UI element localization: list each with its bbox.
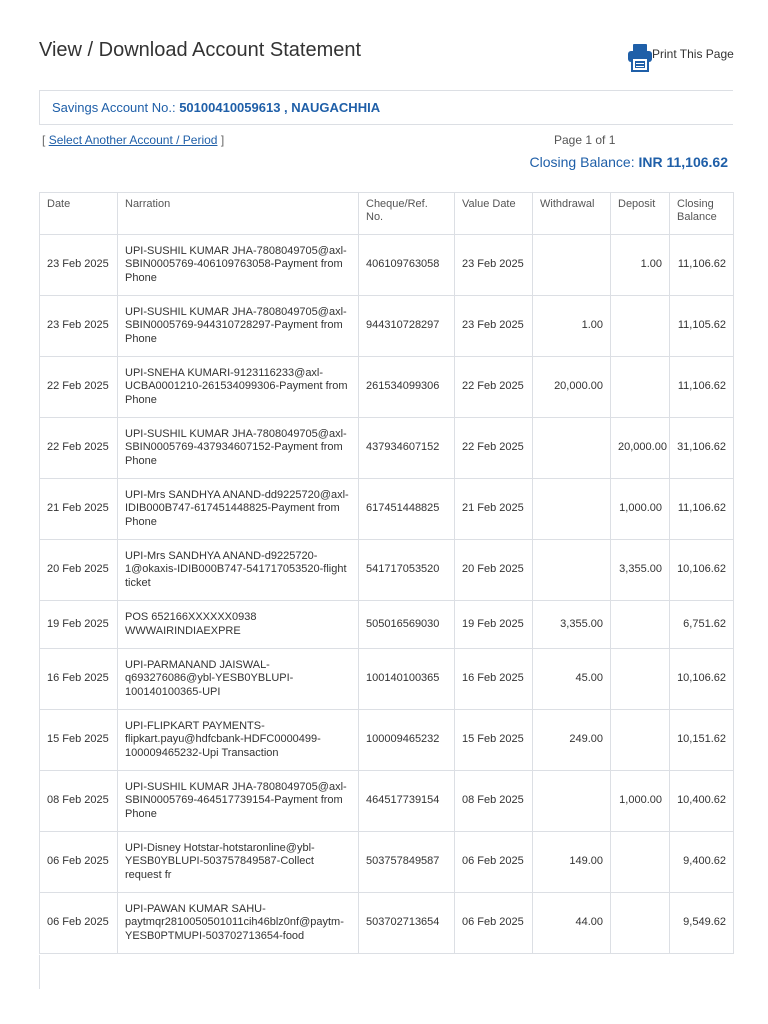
narration-cell: UPI-PARMANAND JAISWAL-q693276086@ybl-YESB0YBLUPI-100140100365-UPI xyxy=(118,649,359,710)
col-value-date: Value Date xyxy=(455,193,533,235)
date-cell: 23 Feb 2025 xyxy=(40,235,118,296)
narration-cell: UPI-SUSHIL KUMAR JHA-7808049705@axl-SBIN0005769-437934607152-Payment from Phone xyxy=(118,418,359,479)
closing-balance xyxy=(530,154,728,170)
date-cell: 21 Feb 2025 xyxy=(40,479,118,540)
withdrawal-cell: 1.00 xyxy=(533,296,611,357)
closing-balance-cell: 9,400.62 xyxy=(670,832,734,893)
date-cell: 23 Feb 2025 xyxy=(40,296,118,357)
col-date: Date xyxy=(40,193,118,235)
deposit-cell: 1,000.00 xyxy=(611,479,670,540)
narration-cell: UPI-SNEHA KUMARI-9123116233@axl-UCBA0001210-261534099306-Payment from Phone xyxy=(118,357,359,418)
statement-table xyxy=(39,192,734,954)
withdrawal-cell: 149.00 xyxy=(533,832,611,893)
table-header-row xyxy=(40,193,734,235)
value-date-cell: 08 Feb 2025 xyxy=(455,771,533,832)
value-date-cell: 20 Feb 2025 xyxy=(455,540,533,601)
table-row xyxy=(40,479,734,540)
select-account-wrap xyxy=(42,133,224,147)
withdrawal-cell xyxy=(533,540,611,601)
cheque-ref-cell: 541717053520 xyxy=(359,540,455,601)
date-cell: 20 Feb 2025 xyxy=(40,540,118,601)
withdrawal-cell: 44.00 xyxy=(533,893,611,954)
deposit-cell xyxy=(611,710,670,771)
value-date-cell: 21 Feb 2025 xyxy=(455,479,533,540)
deposit-cell: 3,355.00 xyxy=(611,540,670,601)
date-cell: 16 Feb 2025 xyxy=(40,649,118,710)
date-cell: 22 Feb 2025 xyxy=(40,418,118,479)
table-row xyxy=(40,832,734,893)
date-cell: 06 Feb 2025 xyxy=(40,832,118,893)
page-title: View / Download Account Statement xyxy=(39,39,362,61)
narration-cell: UPI-SUSHIL KUMAR JHA-7808049705@axl-SBIN0005769-406109763058-Payment from Phone xyxy=(118,235,359,296)
bracket-close: ] xyxy=(220,133,225,147)
print-page-link[interactable] xyxy=(628,44,734,72)
narration-cell: UPI-SUSHIL KUMAR JHA-7808049705@axl-SBIN0005769-944310728297-Payment from Phone xyxy=(118,296,359,357)
value-date-cell: 15 Feb 2025 xyxy=(455,710,533,771)
table-row xyxy=(40,357,734,418)
table-row xyxy=(40,710,734,771)
value-date-cell: 22 Feb 2025 xyxy=(455,418,533,479)
col-withdrawal: Withdrawal xyxy=(533,193,611,235)
date-cell: 22 Feb 2025 xyxy=(40,357,118,418)
account-number: 50100410059613 , NAUGACHHIA xyxy=(179,100,381,115)
date-cell: 08 Feb 2025 xyxy=(40,771,118,832)
select-another-account-link[interactable]: Select Another Account / Period xyxy=(48,133,218,147)
value-date-cell: 23 Feb 2025 xyxy=(455,296,533,357)
withdrawal-cell xyxy=(533,235,611,296)
table-row xyxy=(40,601,734,649)
narration-cell: UPI-FLIPKART PAYMENTS-flipkart.payu@hdfcbank-HDFC0000499-100009465232-Upi Transaction xyxy=(118,710,359,771)
cheque-ref-cell: 944310728297 xyxy=(359,296,455,357)
withdrawal-cell: 20,000.00 xyxy=(533,357,611,418)
value-date-cell: 19 Feb 2025 xyxy=(455,601,533,649)
printer-icon xyxy=(628,44,652,72)
account-bar xyxy=(39,90,733,125)
page-info: Page 1 of 1 xyxy=(554,133,616,147)
deposit-cell xyxy=(611,601,670,649)
withdrawal-cell: 249.00 xyxy=(533,710,611,771)
narration-cell: UPI-Disney Hotstar-hotstaronline@ybl-YESB0YBLUPI-503757849587-Collect request fr xyxy=(118,832,359,893)
deposit-cell xyxy=(611,357,670,418)
withdrawal-cell xyxy=(533,771,611,832)
table-row xyxy=(40,771,734,832)
withdrawal-cell xyxy=(533,479,611,540)
closing-balance-cell: 11,106.62 xyxy=(670,235,734,296)
cheque-ref-cell: 503702713654 xyxy=(359,893,455,954)
narration-cell: UPI-SUSHIL KUMAR JHA-7808049705@axl-SBIN0005769-464517739154-Payment from Phone xyxy=(118,771,359,832)
value-date-cell: 16 Feb 2025 xyxy=(455,649,533,710)
cheque-ref-cell: 261534099306 xyxy=(359,357,455,418)
withdrawal-cell: 3,355.00 xyxy=(533,601,611,649)
cheque-ref-cell: 406109763058 xyxy=(359,235,455,296)
table-row xyxy=(40,235,734,296)
cheque-ref-cell: 617451448825 xyxy=(359,479,455,540)
table-row xyxy=(40,540,734,601)
date-cell: 06 Feb 2025 xyxy=(40,893,118,954)
closing-balance-label: Closing Balance: xyxy=(529,154,635,170)
withdrawal-cell: 45.00 xyxy=(533,649,611,710)
closing-balance-value: INR 11,106.62 xyxy=(638,154,728,170)
col-narration: Narration xyxy=(118,193,359,235)
cheque-ref-cell: 437934607152 xyxy=(359,418,455,479)
deposit-cell xyxy=(611,893,670,954)
value-date-cell: 22 Feb 2025 xyxy=(455,357,533,418)
closing-balance-cell: 11,106.62 xyxy=(670,357,734,418)
table-row xyxy=(40,296,734,357)
cheque-ref-cell: 100009465232 xyxy=(359,710,455,771)
cheque-ref-cell: 505016569030 xyxy=(359,601,455,649)
deposit-cell: 1,000.00 xyxy=(611,771,670,832)
closing-balance-cell: 11,105.62 xyxy=(670,296,734,357)
cheque-ref-cell: 503757849587 xyxy=(359,832,455,893)
date-cell: 19 Feb 2025 xyxy=(40,601,118,649)
narration-cell: POS 652166XXXXXX0938 WWWAIRINDIAEXPRE xyxy=(118,601,359,649)
closing-balance-cell: 11,106.62 xyxy=(670,479,734,540)
date-cell: 15 Feb 2025 xyxy=(40,710,118,771)
table-row xyxy=(40,649,734,710)
closing-balance-cell: 10,106.62 xyxy=(670,540,734,601)
cheque-ref-cell: 100140100365 xyxy=(359,649,455,710)
deposit-cell xyxy=(611,832,670,893)
deposit-cell xyxy=(611,296,670,357)
withdrawal-cell xyxy=(533,418,611,479)
deposit-cell: 20,000.00 xyxy=(611,418,670,479)
value-date-cell: 23 Feb 2025 xyxy=(455,235,533,296)
col-cheque-ref: Cheque/Ref. No. xyxy=(359,193,455,235)
col-closing-balance: Closing Balance xyxy=(670,193,734,235)
narration-cell: UPI-PAWAN KUMAR SAHU-paytmqr2810050501011cih46blz0nf@paytm-YESB0PTMUPI-503702713654-food xyxy=(118,893,359,954)
closing-balance-cell: 31,106.62 xyxy=(670,418,734,479)
narration-cell: UPI-Mrs SANDHYA ANAND-dd9225720@axl-IDIB000B747-617451448825-Payment from Phone xyxy=(118,479,359,540)
value-date-cell: 06 Feb 2025 xyxy=(455,832,533,893)
cheque-ref-cell: 464517739154 xyxy=(359,771,455,832)
closing-balance-cell: 10,400.62 xyxy=(670,771,734,832)
deposit-cell: 1.00 xyxy=(611,235,670,296)
narration-cell: UPI-Mrs SANDHYA ANAND-d9225720-1@okaxis-IDIB000B747-541717053520-flight ticket xyxy=(118,540,359,601)
table-continuation xyxy=(39,955,733,989)
print-label: Print This Page xyxy=(652,47,734,61)
table-row xyxy=(40,418,734,479)
closing-balance-cell: 9,549.62 xyxy=(670,893,734,954)
col-deposit: Deposit xyxy=(611,193,670,235)
bracket-open: [ xyxy=(42,133,46,147)
closing-balance-cell: 10,106.62 xyxy=(670,649,734,710)
deposit-cell xyxy=(611,649,670,710)
account-label: Savings Account No.: xyxy=(52,100,176,115)
closing-balance-cell: 10,151.62 xyxy=(670,710,734,771)
value-date-cell: 06 Feb 2025 xyxy=(455,893,533,954)
closing-balance-cell: 6,751.62 xyxy=(670,601,734,649)
table-row xyxy=(40,893,734,954)
